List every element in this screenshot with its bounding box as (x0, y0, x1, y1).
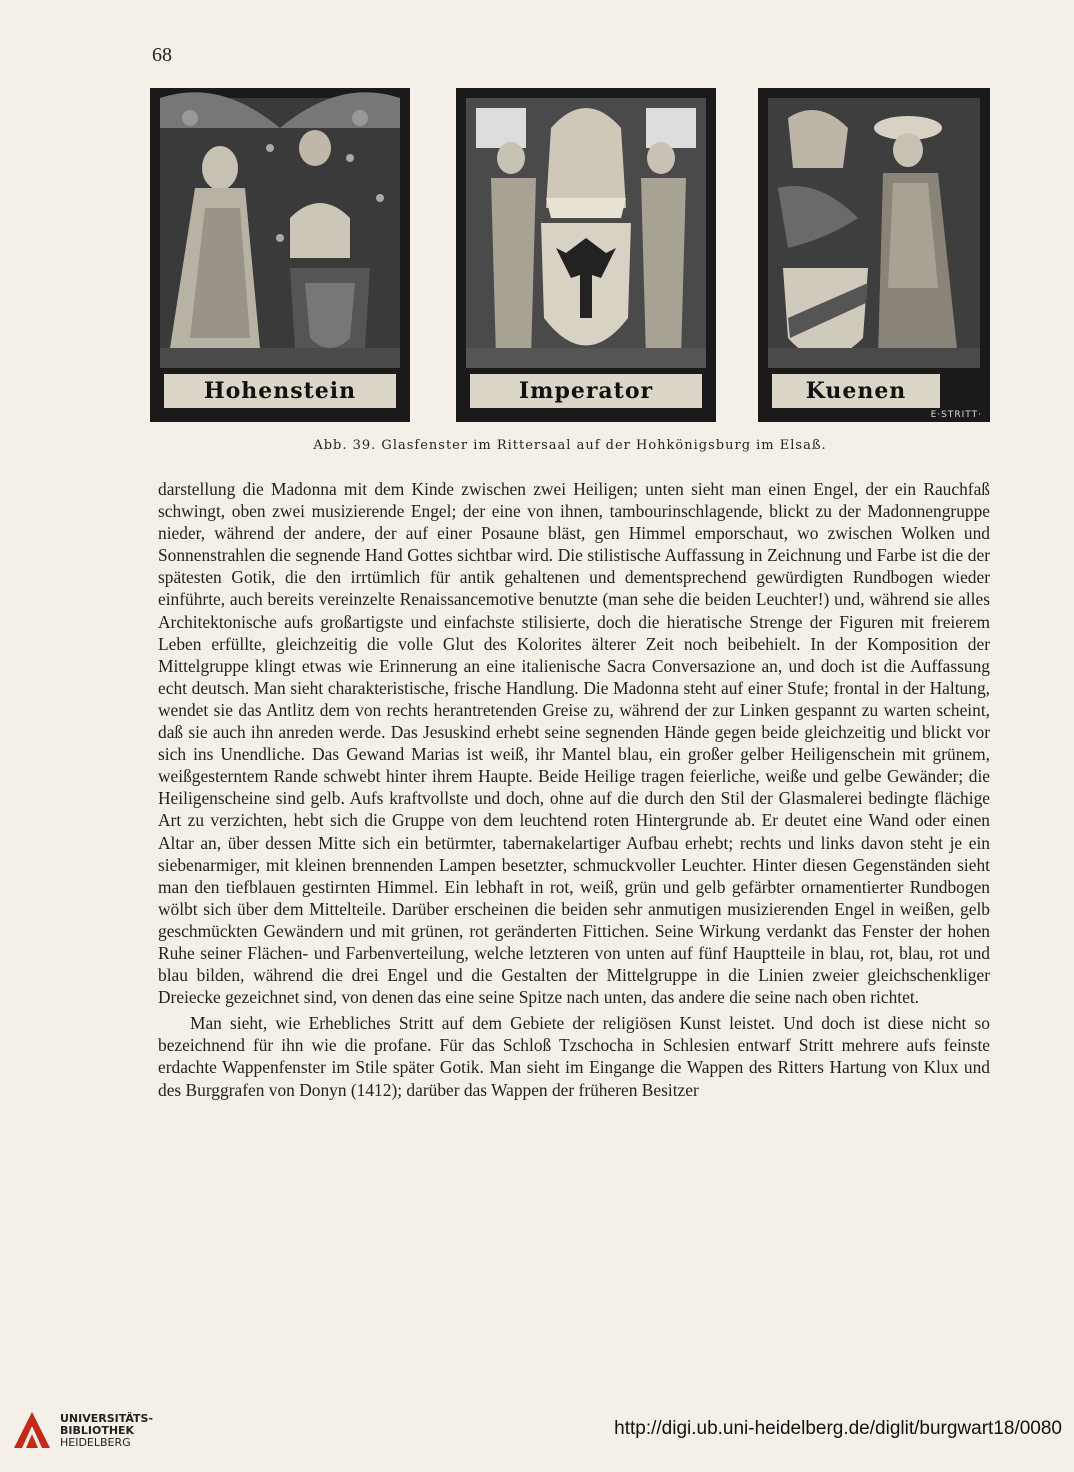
inscription-right: Kuenen (772, 374, 940, 408)
glass-window-image-center (456, 88, 716, 422)
glass-window-image-left (150, 88, 410, 422)
paragraph: darstellung die Madonna mit dem Kinde zwischen zwei Heiligen; unten sieht man einen Engel, der ein Rauchfaß schwingt, oben zwei musizierende Engel; der eine von ihnen, tambourinschlagende, blickt zu der Madonnengruppe nieder, während der andere, der auf einer Posaune bläst, gen Himmel emporschaut, wo zwischen Wolken und Sonnenstrahlen die segnende Hand Gottes sichtbar wird. Die stilistische Auffassung in Zeichnung und Farbe ist die der spätesten Gotik, die den irrtümlich für antik gehaltenen und dementsprechend gewürdigten Rundbogen wieder einführte, auch bereits vereinzelte Renaissancemotive benutzte (man sehe die beiden Leuchter!) und, während sie alles Architektonische aufs großartigste und einfachste stilisierte, doch die hieratische Strenge der Figuren mit freierem Leben erfüllte, gleichzeitig die volle Glut des Kolorites älterer Zeit noch beibehielt. In der Komposition der Mittelgruppe klingt etwas wie Erinnerung an eine italienische Sacra Conversazione an, und doch ist die Auffassung echt deutsch. Man sieht charakteristische, frische Handlung. Die Madonna steht auf einer Stufe; frontal in der Haltung, wendet sie das Antlitz dem von rechts herantretenden Greise zu, während der zur Linken gespannt zu warten scheint, daß sie auch ihn anreden werde. Das Jesuskind erhebt seine segnenden Hände gegen beide gleichzeitig und blickt vor sich ins Unendliche. Das Gewand Marias ist weiß, ihr Mantel blau, ein großer gelber Heiligenschein mit grünem, weißgesterntem Rande schwebt hinter ihrem Haupte. Beide Heilige tragen feierliche, weiße und gelbe Gewänder; die Heiligenscheine sind gelb. Aufs kraftvollste und doch, ohne auf die durch den Stil der Glasmalerei bedingte flächige Art zu verzichten, hebt sich die Gruppe von dem leuchtend roten Hintergrunde ab. Er deutet eine Wand oder einen Altar an, über dessen Mitte sich ein betürmter, tabernakelartiger Aufbau erhebt; rechts und links davon steht je ein siebenarmiger, mit kleinen brennenden Lampen besetzter, schmuckvoller Leuchter. Hinter diesen Gegenständen sieht man den tiefblauen gestirnten Himmel. Ein lebhaft in rot, weiß, grün und gelb gefärbter ornamentierter Rundbogen wölbt sich über dem Mittelteile. Darüber erscheinen die beiden sehr anmutigen musizierenden Engel in weißen, gelb geschmückten Gewändern und mit grünen, rot geränderten Fittichen. Seine Wirkung verdankt das Fenster der hohen Ruhe seiner Flächen- und Farbenverteilung, welche letzteren von unten auf fünf Hauptteile in blau, rot, blau, rot und blau bilden, während die drei Engel und die Gestalten der Mittelgruppe in die Linien zweier gleichschenkliger Dreiecke gezeichnet sind, von denen das eine seine Spitze nach unten, das andere die seine nach oben richtet. (158, 479, 990, 1008)
library-logo-text: UNIVERSITÄTS- BIBLIOTHEK HEIDELBERG (60, 1412, 154, 1449)
artist-signature: E·STRITT· (930, 410, 982, 420)
paragraph: Man sieht, wie Erhebliches Stritt auf dem Gebiete der religiösen Kunst leistet. Und doch ist diese nicht so bezeichnend für ihn wie die profane. Für das Schloß Tzschocha in Schlesien entwarf Stritt mehrere aufs feinste erdachte Wappenfenster im Stile später Gotik. Man sieht im Eingange die Wappen des Ritters Hartung von Klux und des Burggrafen von Donyn (1412); darüber das Wappen der früheren Besitzer (158, 1013, 990, 1100)
inscription-center: Imperator (470, 374, 702, 408)
figure-caption: Abb. 39. Glasfenster im Rittersaal auf der Hohkönigsburg im Elsaß. (313, 438, 827, 453)
source-url-link[interactable]: http://digi.ub.uni-heidelberg.de/diglit/burgwart18/0080 (614, 1418, 1062, 1439)
glass-window-left-drawing (150, 88, 410, 422)
library-logo (12, 1410, 212, 1460)
figure-glass-windows (150, 88, 990, 422)
glass-window-image-right (758, 88, 990, 422)
library-logo-icon (12, 1410, 52, 1450)
glass-window-center-drawing (456, 88, 716, 422)
page-number: 68 (152, 44, 172, 66)
body-text (158, 478, 990, 1101)
glass-window-right-drawing (758, 88, 990, 422)
inscription-left: Hohenstein (164, 374, 396, 408)
